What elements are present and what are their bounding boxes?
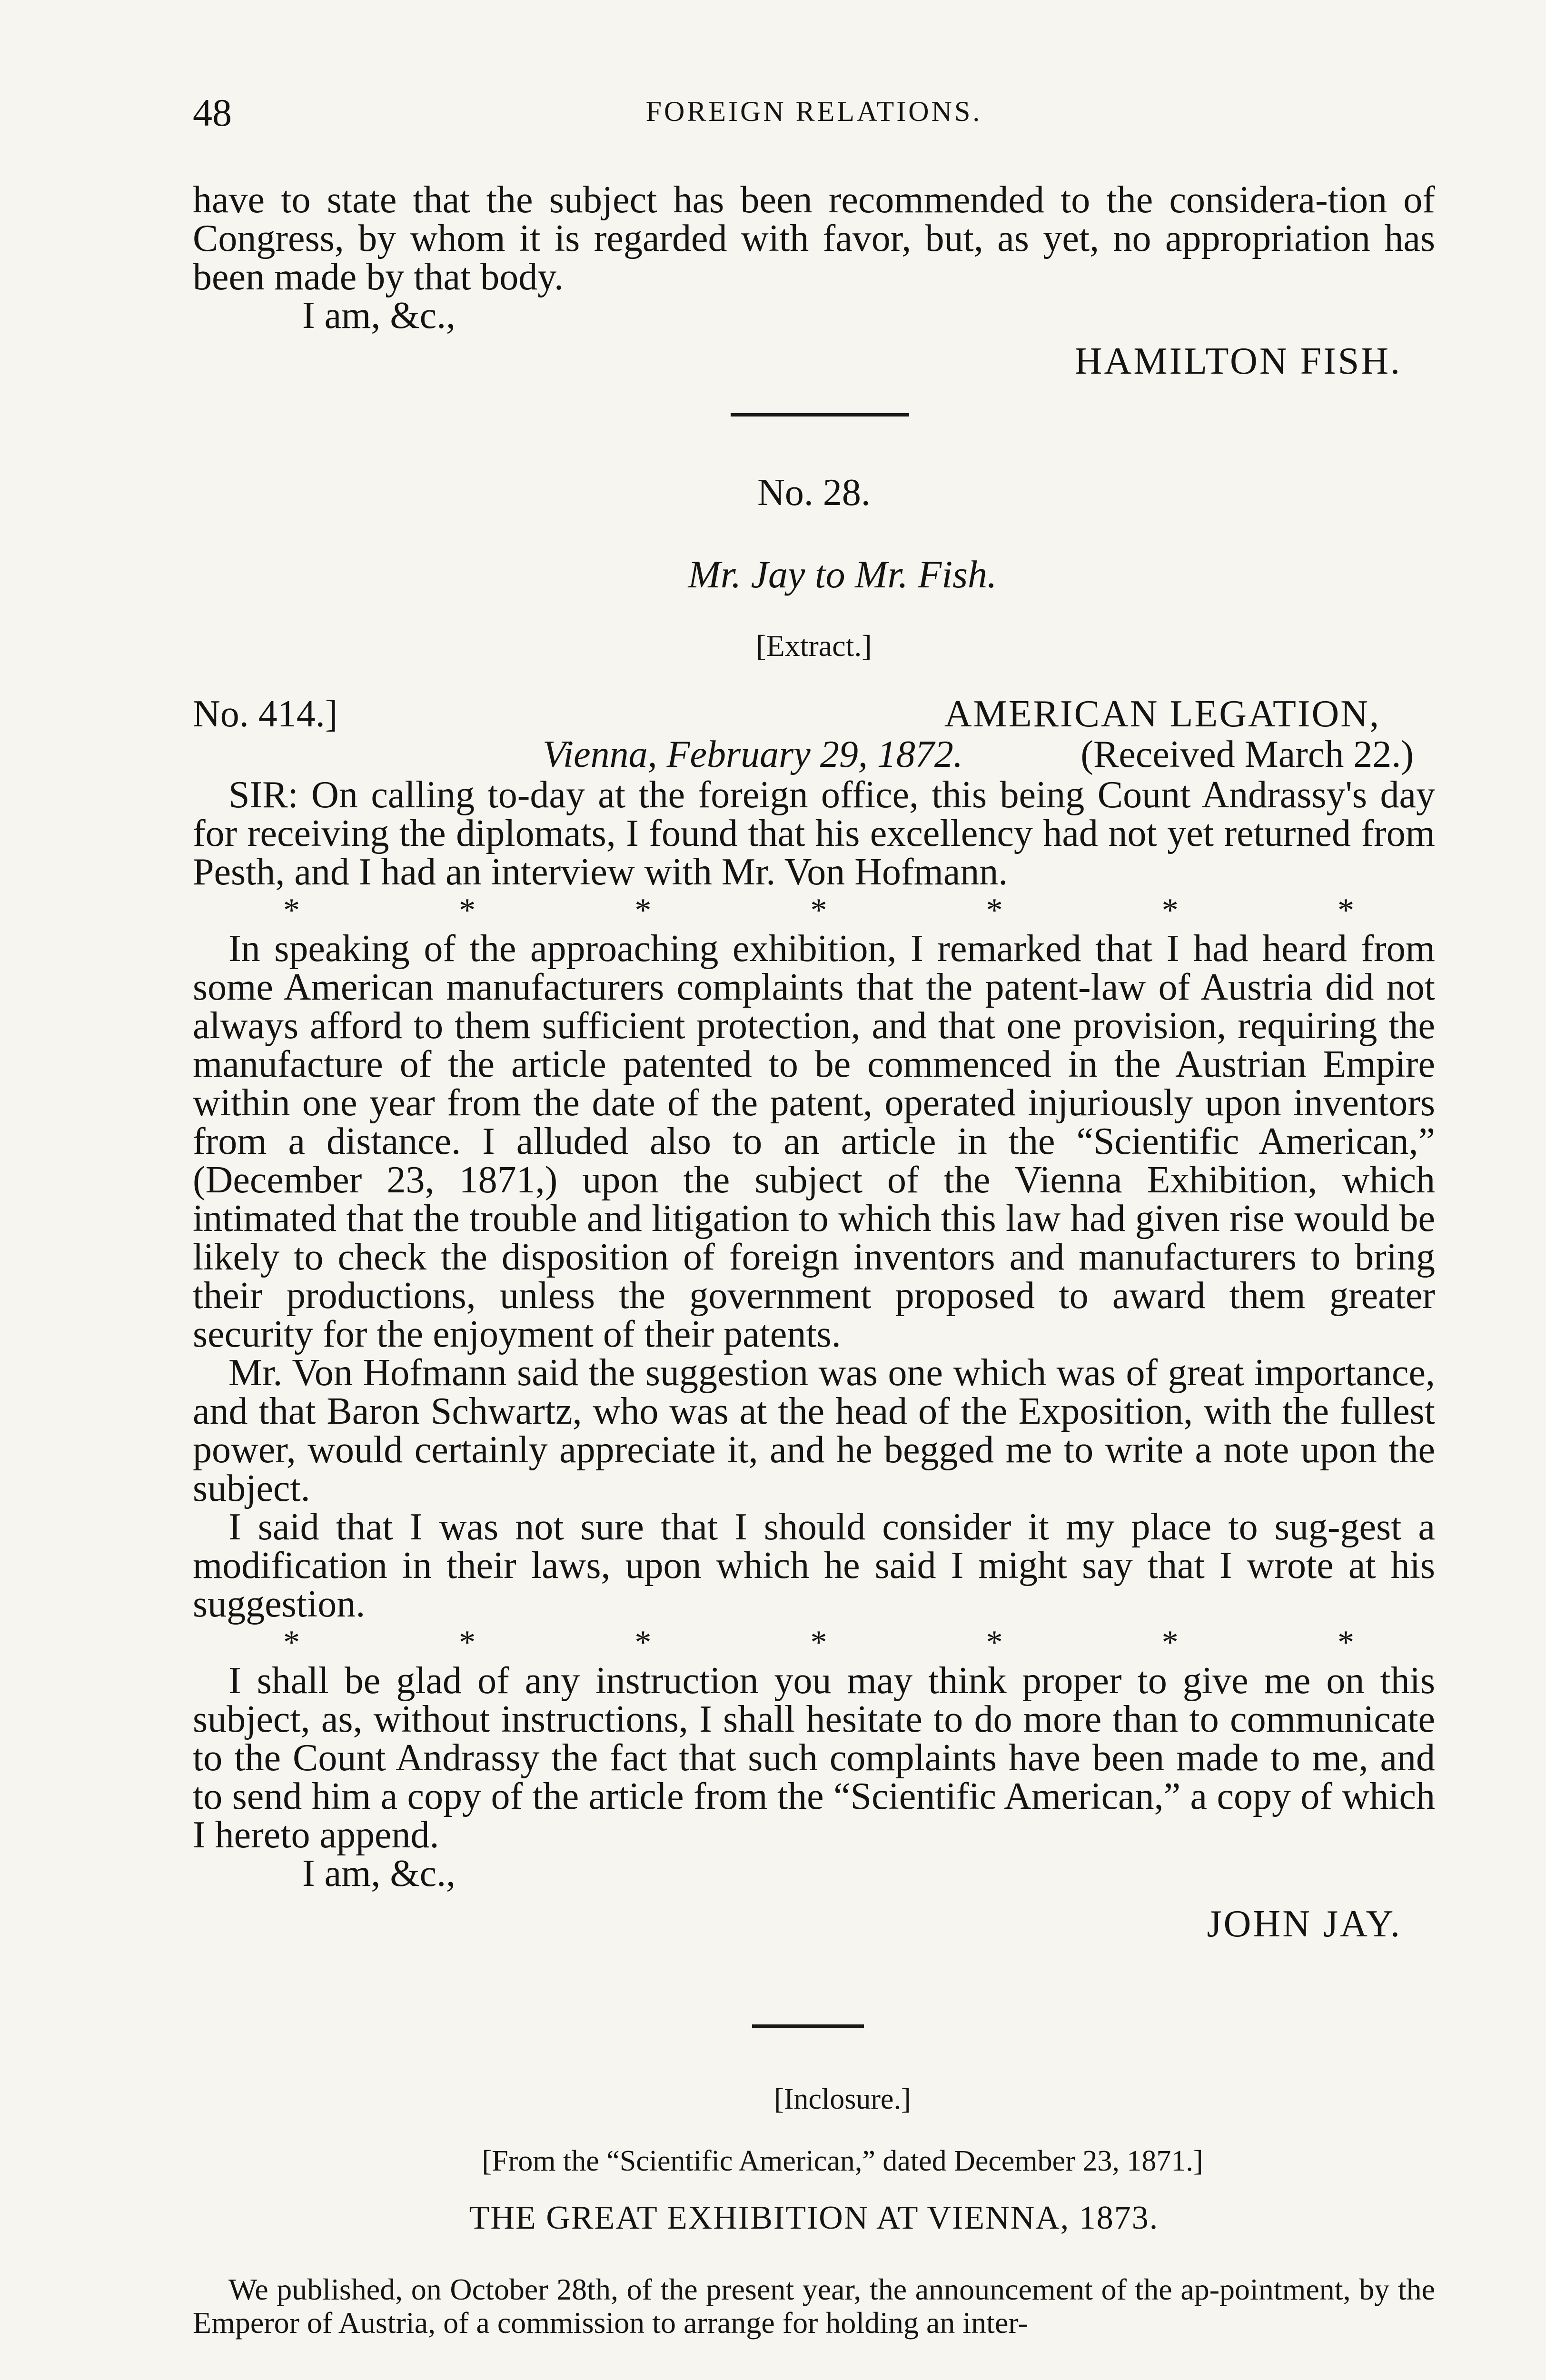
date-line: Vienna, February 29, 1872.	[543, 734, 963, 775]
signature-hamilton-fish: HAMILTON FISH.	[1074, 340, 1402, 382]
legation-name: AMERICAN LEGATION,	[944, 693, 1380, 735]
asterisk: *	[283, 1624, 300, 1661]
enclosure-label: [Inclosure.]	[774, 2083, 911, 2115]
enclosure-paragraph: We published, on October 28th, of the present year, the announcement of the ap-pointment, by the Emperor of Austria, of a commission to arrange for holding an inter-	[193, 2272, 1435, 2340]
letter-closing: I am, &c.,	[302, 1853, 456, 1894]
page-header	[193, 90, 1435, 143]
asterisk: *	[986, 892, 1003, 929]
dispatch-heading	[193, 693, 1435, 735]
signature-john-jay: JOHN JAY.	[1207, 1903, 1402, 1945]
asterisk: *	[810, 1624, 827, 1661]
dispatch-number: No. 414.]	[193, 693, 338, 735]
intro-closing: I am, &c.,	[302, 295, 456, 337]
asterisk: *	[634, 892, 652, 929]
asterisk: *	[986, 1624, 1003, 1661]
asterisk: *	[1161, 892, 1179, 929]
asterisk: *	[810, 892, 827, 929]
extract-label: [Extract.]	[756, 629, 872, 663]
letter-body	[193, 776, 1435, 1946]
asterisk: *	[1161, 1624, 1179, 1661]
asterisk: *	[634, 1624, 652, 1661]
enclosure-body	[193, 2273, 1435, 2340]
paragraph-3: Mr. Von Hofmann said the suggestion was one which was of great importance, and that Baron Schwartz, who was at the head of the Exposition, with the fullest power, would certainly appreciate it, and he begged me to write a note upon the subject.	[193, 1352, 1435, 1509]
page-number: 48	[193, 91, 232, 134]
asterisk: *	[1337, 1624, 1354, 1661]
intro-paragraph: have to state that the subject has been recommended to the considera-tion of Congress, by whom it is regarded with favor, but, as yet, no appropriation has been made by that body.	[193, 179, 1435, 298]
intro-section	[193, 181, 1435, 383]
document-number: No. 28.	[757, 472, 871, 514]
asterisk: *	[1337, 892, 1354, 929]
paragraph-4: I said that I was not sure that I should consider it my place to sug-gest a modification in their laws, upon which he said I might say that I wrote at his suggestion.	[193, 1506, 1435, 1625]
asterisk-line-1	[193, 892, 1435, 930]
dateline	[193, 733, 1435, 776]
running-head: FOREIGN RELATIONS.	[645, 96, 982, 127]
asterisk: *	[459, 892, 476, 929]
enclosure-title: THE GREAT EXHIBITION AT VIENNA, 1873.	[469, 2200, 1159, 2236]
asterisk-line-2	[193, 1624, 1435, 1662]
paragraph-5: I shall be glad of any instruction you may think proper to give me on this subject, as, without instructions, I shall hesitate to do more than to communicate to the Count Andrassy the fact that such complaints have been made to me, and to send him a copy of the article from the “Scientific American,” a copy of which I hereto append.	[193, 1660, 1435, 1856]
enclosure-source: [From the “Scientific American,” dated December 23, 1871.]	[482, 2145, 1203, 2177]
enclosure-divider	[752, 2024, 864, 2028]
paragraph-2: In speaking of the approaching exhibition, I remarked that I had heard from some American manufacturers complaints that the patent-law of Austria did not always afford to them sufficient protection, and that one provision, requiring the manufacture of the article patented to be commenced in the Austrian Empire within one year from the date of the patent, operated injuriously upon inventors from a distance. I alluded also to an article in the “Scientific American,” (December 23, 1871,) upon the subject of the Vienna Exhibition, which intimated that the trouble and litigation to which this law had given rise would be likely to check the disposition of foreign inventors and manufacturers to bring their productions, unless the government proposed to award them greater security for the enjoyment of their patents.	[193, 928, 1435, 1355]
asterisk: *	[283, 892, 300, 929]
received-date: (Received March 22.)	[1080, 734, 1414, 775]
paragraph-1: SIR: On calling to-day at the foreign office, this being Count Andrassy's day for receiving the diplomats, I found that his excellency had not yet returned from Pesth, and I had an interview with Mr. Von Hofmann.	[193, 774, 1435, 893]
section-divider	[731, 413, 909, 416]
document-title: Mr. Jay to Mr. Fish.	[688, 553, 997, 596]
asterisk: *	[459, 1624, 476, 1661]
